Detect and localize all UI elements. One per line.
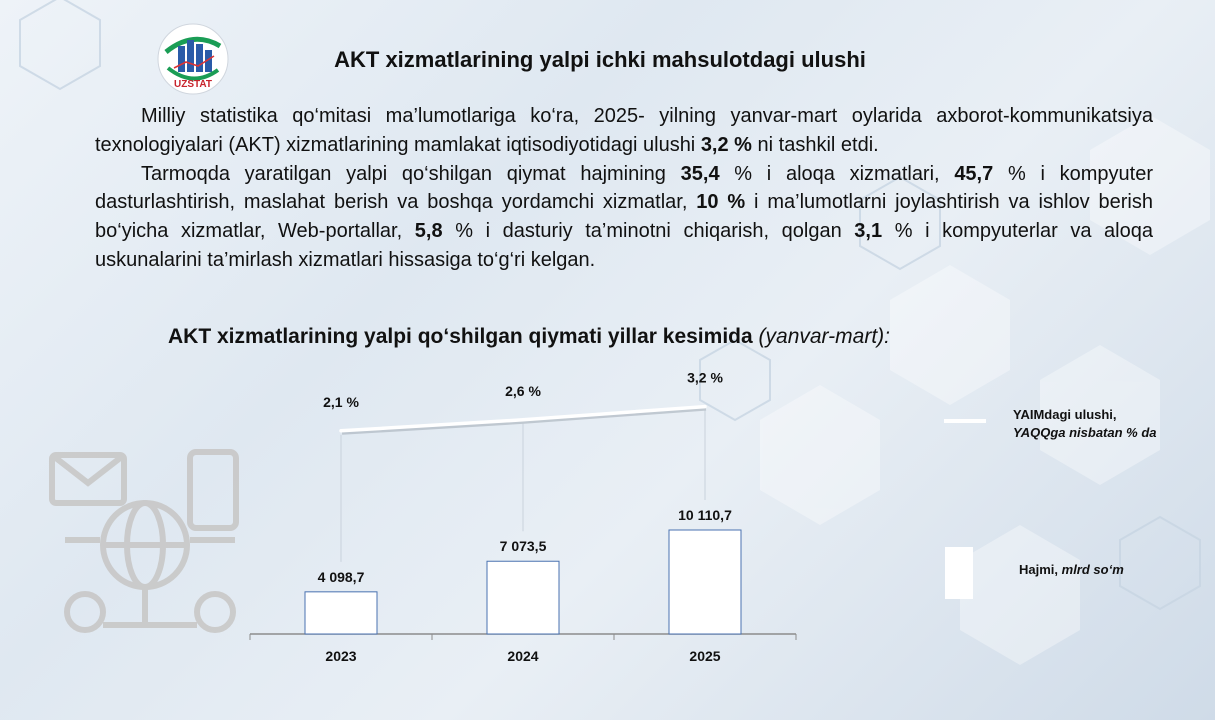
bar-label-2023: 4 098,7 <box>317 568 365 585</box>
bar-label-2025: 10 110,7 <box>678 507 732 524</box>
line-label-2023: 2,1 % <box>323 393 359 410</box>
x-tick-label-2023: 2023 <box>325 648 357 664</box>
line-label-2025: 3,2 % <box>687 369 723 386</box>
chart-title-italic: (yanvar-mart): <box>758 325 890 348</box>
legend-bar-swatch <box>945 547 973 599</box>
logo-text: UZSTAT <box>174 79 212 90</box>
bar-2025 <box>669 530 741 634</box>
x-tick-label-2025: 2025 <box>689 648 721 664</box>
chart-title-bold: AKT xizmatlarining yalpi qo‘shilgan qiymati yillar kesimida <box>168 325 753 348</box>
legend-line-label: YAIMdagi ulushi, YAQQga nisbatan % da <box>1013 407 1157 440</box>
legend-bar-label: Hajmi, mlrd so‘m <box>1019 562 1124 577</box>
bar-2023 <box>305 592 377 634</box>
paragraph-1: Milliy statistika qo‘mitasi ma’lumotlariga ko‘ra, 2025- yilning yanvar-mart oylarida axborot-kommunikatsiya texnologiyalari (AKT) xizmatlarining mamlakat iqtisodiyotidagi ulushi 3,2 % ni tashkil etdi. <box>95 105 1153 156</box>
page-title: AKT xizmatlarining yalpi ichki mahsulotdagi ulushi <box>334 47 866 72</box>
x-tick-label-2024: 2024 <box>507 648 539 664</box>
bar-2024 <box>487 561 559 634</box>
line-label-2024: 2,6 % <box>505 382 541 399</box>
paragraph-2: Tarmoqda yaratilgan yalpi qo‘shilgan qiymat hajmining 35,4 % i aloqa xizmatlari, 45,7 % i kompyuter dasturlashtirish, maslahat berish va boshqa yordamchi xizmatlar, 10 % i ma’lumotlarni joylashtirish va ishlov berish bo‘yicha xizmatlar, Web-portallar, 5,8 % i dasturiy ta’minotni chiqarish, qolgan 3,1 % i kompyuterlar va aloqa uskunalarini ta’mirlash xizmatlari hissasiga to‘g‘ri kelgan. <box>95 162 1153 271</box>
bar-label-2024: 7 073,5 <box>499 538 547 555</box>
